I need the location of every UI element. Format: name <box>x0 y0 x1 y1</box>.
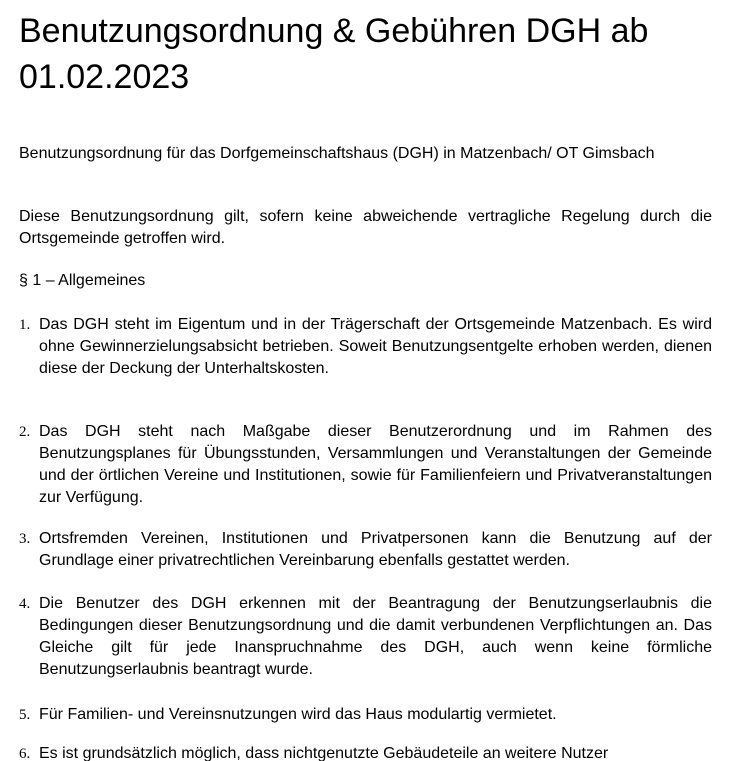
list-item <box>19 593 712 681</box>
intro-paragraph: Benutzungsordnung für das Dorfgemeinschaftshaus (DGH) in Matzenbach/ OT Gimsbach <box>19 145 655 162</box>
list-item-text: Das DGH steht im Eigentum und in der Trägerschaft der Ortsgemeinde Matzenbach. Es wird ohne Gewinnerzielungsabsicht betrieben. Soweit Benutzungsentgelte erhoben werden, dienen diese der Deckung der Unterhaltskosten. <box>39 316 712 377</box>
list-item <box>19 743 712 761</box>
list-item-text: Das DGH steht nach Maßgabe dieser Benutzerordnung und im Rahmen des Benutzungsplanes für Übungsstunden, Versammlungen und Veranstaltungen der Gemeinde und der örtlichen Vereine und Institutionen, sowie für Familienfeiern und Privatveranstaltungen zur Verfügung. <box>39 423 712 506</box>
list-item-text: Ortsfremden Vereinen, Institutionen und Privatpersonen kann die Benutzung auf der Grundlage einer privatrechtlichen Vereinbarung ebenfalls gestattet werden. <box>39 530 712 569</box>
list-item-number: 4. <box>19 596 31 612</box>
list-item-number: 6. <box>19 746 31 761</box>
section-heading: § 1 – Allgemeines <box>19 272 146 289</box>
list-item <box>19 314 712 380</box>
list-item-text: Es ist grundsätzlich möglich, dass nichtgenutzte Gebäudeteile an weitere Nutzer <box>39 745 609 761</box>
list-item <box>19 528 712 572</box>
list-item <box>19 421 712 509</box>
list-item-number: 5. <box>19 707 31 723</box>
page-title: Benutzungsordnung & Gebühren DGH ab 01.02.2023 <box>19 12 649 96</box>
list-item-text: Die Benutzer des DGH erkennen mit der Beantragung der Benutzungserlaubnis die Bedingungen dieser Benutzungsordnung und die damit verbundenen Verpflichtungen an. Das Gleiche gilt für jede Inanspruchnahme des DGH, auch wenn keine förmliche Benutzungserlaubnis beantragt wurde. <box>39 595 712 678</box>
list-item-text: Für Familien- und Vereinsnutzungen wird das Haus modulartig vermietet. <box>39 706 557 723</box>
scope-paragraph: Diese Benutzungsordnung gilt, sofern keine abweichende vertragliche Regelung durch die Ortsgemeinde getroffen wird. <box>19 208 712 247</box>
list-item <box>19 704 712 726</box>
list-item-number: 3. <box>19 531 31 547</box>
list-item-number: 2. <box>19 424 31 440</box>
list-item-number: 1. <box>19 317 31 333</box>
